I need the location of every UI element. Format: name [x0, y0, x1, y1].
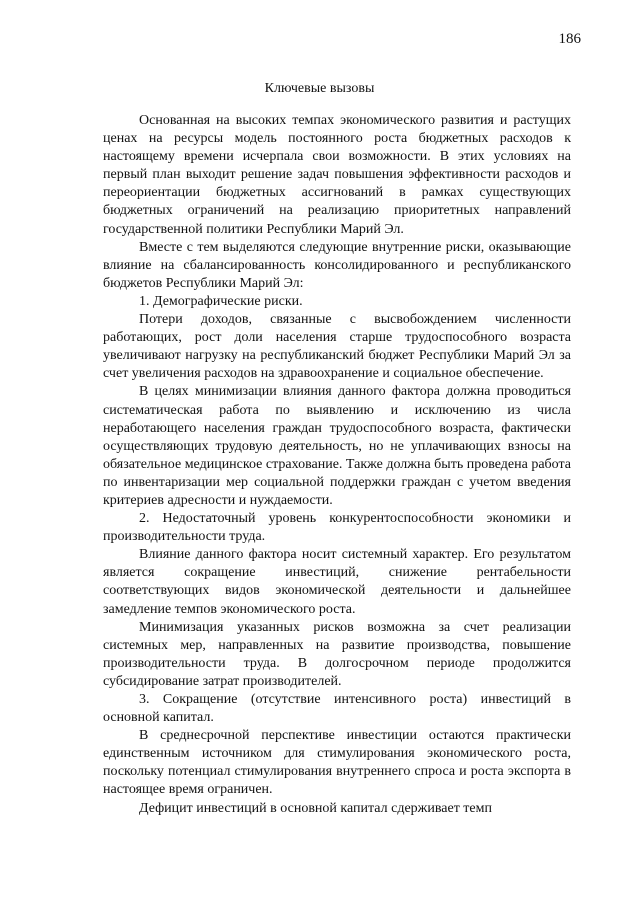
paragraph: Основанная на высоких темпах экономического развития и растущих ценах на ресурсы модель постоянного роста бюджетных расходов к настоящему времени исчерпала свои возможности. В этих условиях на первый план выходит решение задач повышения эффективности расходов и переориентации бюджетных ассигнований в рамках существующих бюджетных ограничений на реализацию приоритетных направлений государственной политики Республики Марий Эл. [103, 113, 571, 237]
paragraph: В целях минимизации влияния данного фактора должна проводиться систематическая работа по выявлению и исключению из числа неработающего населения граждан трудоспособного возраста, фактически осуществляющих трудовую деятельность, но не уплачивающих взносы на обязательное медицинское страхование. Также должна быть проведена работа по инвентаризации мер социальной поддержки граждан с учетом введения критериев адресности и нуждаемости. [103, 384, 571, 508]
paragraph: Потери доходов, связанные с высвобождением численности работающих, рост доли населения старше трудоспособного возраста увеличивают нагрузку на республиканский бюджет Республики Марий Эл за счет увеличения расходов на здравоохранение и социальное обеспечение. [103, 312, 571, 382]
paragraph: 1. Демографические риски. [139, 293, 303, 309]
paragraph: Минимизация указанных рисков возможна за счет реализации системных мер, направленных на развитие производства, повышение производительности труда. В долгосрочном периоде продолжится субсидирование затрат производителей. [103, 619, 571, 689]
body-text [103, 112, 571, 818]
paragraph: В среднесрочной перспективе инвестиции остаются практически единственным источником для стимулирования экономического роста, поскольку потенциал стимулирования внутреннего спроса и роста экспорта в настоящее время ограничен. [103, 728, 571, 798]
page-number: 186 [558, 31, 581, 47]
section-heading: Ключевые вызовы [264, 81, 375, 96]
paragraph: Вместе с тем выделяются следующие внутренние риски, оказывающие влияние на сбалансированность консолидированного и республиканского бюджетов Республики Марий Эл: [103, 239, 571, 291]
paragraph: 2. Недостаточный уровень конкурентоспособности экономики и производительности труда. [103, 511, 571, 545]
paragraph: 3. Сокращение (отсутствие интенсивного роста) инвестиций в основной капитал. [103, 692, 571, 726]
paragraph: Влияние данного фактора носит системный характер. Его результатом является сокращение инвестиций, снижение рентабельности соответствующих видов экономической деятельности и дальнейшее замедление темпов экономического роста. [103, 547, 571, 617]
paragraph: Дефицит инвестиций в основной капитал сдерживает темп [139, 800, 492, 816]
